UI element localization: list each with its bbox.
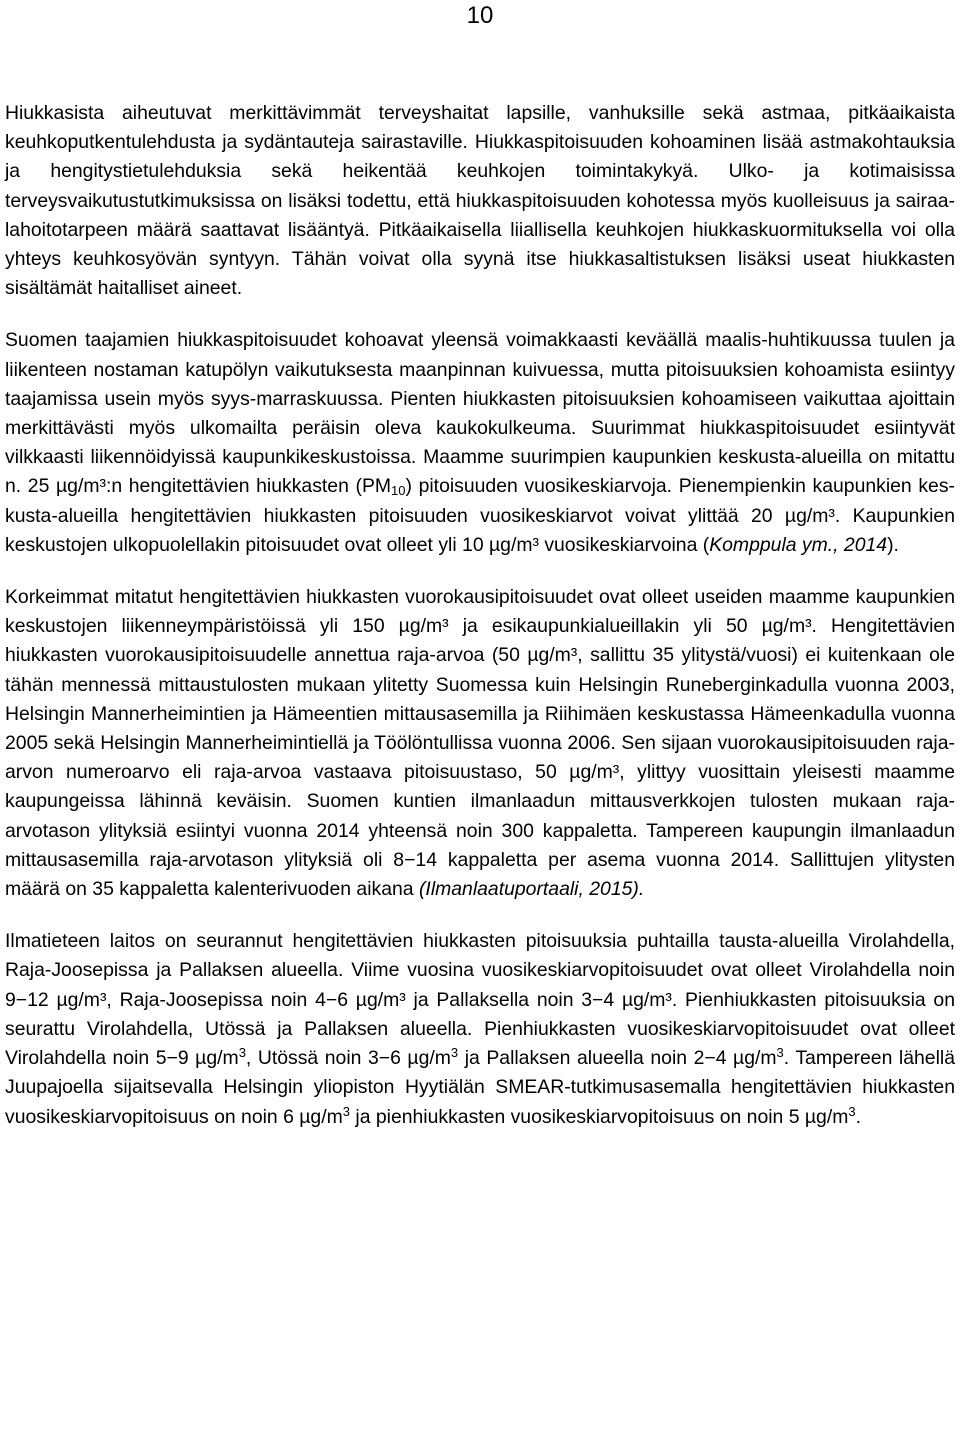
- superscript-3: 3: [776, 1045, 784, 1061]
- paragraph-daily-limits: [5, 583, 955, 904]
- paragraph-text: .: [855, 1105, 861, 1128]
- paragraph-text: Suomen taajamien hiukkaspitoisuudet kohoavat yleensä voimakkaasti keväällä maalis-huhtikuussa tuulen ja liikenteen nostaman katupölyn vaikutuksesta maanpinnan kuivuessa, mutta pitoisuuksien kohoamista esiintyy taajamissa usein myös syys-marraskuussa. Pienten hiukkasten pitoisuuksien kohoamiseen vaikuttaa ajoittain merkittävästi myös ulkomailta peräisin oleva kaukokulkeuma. Suurimmat hiukkaspitoisuudet esiintyvät vilkkaasti liikennöidyissä kaupunkikeskustoissa. Maamme suurimpien kaupunkien keskusta-alueilla on mitattu n. 25 µg/m³:n hengitettävien hiukkasten (PM: [5, 329, 955, 498]
- paragraph-text: ja pienhiukkasten vuosikeskiarvopitoisuus on noin 5 µg/m: [350, 1105, 849, 1128]
- paragraph-text: ).: [887, 533, 899, 556]
- paragraph-text: ja Pallaksen alueella noin 2−4 µg/m: [458, 1047, 777, 1070]
- paragraph-text: Ilmatieteen laitos on seurannut hengitettävien hiukkasten pitoisuuksia puhtailla tausta-alueilla Virolahdella, Raja-Joosepissa ja Pallaksen alueella. Viime vuosina vuosikeskiarvopitoisuudet ovat olleet Virolahdella noin 9−12 µg/m³, Raja-Joosepissa noin 4−6 µg/m³ ja Pallaksella noin 3−4 µg/m³. Pienhiukkasten pitoisuuksia on seurattu Virolahdella, Utössä ja Pallaksen alueella. Pienhiukkasten vuosikeskiarvopitoisuudet ovat olleet Virolahdella noin 5−9 µg/m: [5, 930, 955, 1070]
- paragraph-text: Korkeimmat mitatut hengitettävien hiukkasten vuorokausipitoisuudet ovat olleet useiden maamme kaupunkien keskustojen liikenneympäristöissä yli 150 µg/m³ ja esikaupunkialueillakin yli 50 µg/m³. Hengitettävien hiukkasten vuorokausipitoisuudelle annettua raja-arvoa (50 µg/m³, sallittu 35 ylitystä/vuosi) ei kuitenkaan ole tähän mennessä mittaustulosten mukaan ylitetty Suomessa kuin Helsingin Runeberginkadulla vuonna 2003, Helsingin Mannerheimintien ja Hämeentien mittausasemilla ja Riihimäen keskustassa Hämeenkadulla vuonna 2005 sekä Helsingin Mannerheimintiellä ja Töölöntullissa vuonna 2006. Sen sijaan vuorokausipitoisuuden rajaarvon numeroarvo eli raja-arvoa vastaava pitoisuustaso, 50 µg/m³, ylittyy vuosittain yleisesti maamme kaupungeissa lähinnä keväisin. Suomen kuntien ilmanlaadun mittausverkkojen tulosten mukaan raja-arvotason ylityksiä esiintyi vuonna 2014 yhteensä noin 300 kappaletta. Tampereen kaupungin ilmanlaadun mittausasemilla raja-arvotason ylityksiä oli 8−14 kappaletta per asema vuonna 2014. Sallittujen ylitysten määrä on 35 kappaletta kalenterivuoden aikana: [5, 586, 955, 901]
- superscript-3: 3: [848, 1103, 856, 1119]
- paragraph-text: ) pitoisuuden vuosikeskiarvoja. Pienempienkin kaupunkien keskusta-alueilla hengitettävien hiukkasten pitoisuuden vuosikeskiarvot voivat ylittää 20 µg/m³. Kaupunkien keskustojen ulkopuolellakin pitoisuudet ovat olleet yli 10 µg/m³ vuosikeskiarvoina (: [5, 475, 955, 556]
- superscript-3: 3: [342, 1103, 350, 1119]
- paragraph-background-stations: [5, 927, 955, 1131]
- subscript-pm10: 10: [391, 483, 406, 499]
- paragraph-health-effects: [5, 99, 955, 303]
- paragraph-text: . Tampereen lähellä Juupajoella sijaitsevalla Helsingin yliopiston Hyytiälän SMEAR-tutkimusasemalla hengitettävien hiukkasten vuosikeskiarvopitoisuus on noin 6 µg/m: [5, 1047, 955, 1128]
- paragraph-text: Hiukkasista aiheutuvat merkittävimmät terveyshaitat lapsille, vanhuksille sekä astmaa, pitkäaikaista keuhkoputkentulehdusta ja sydäntauteja sairastaville. Hiukkaspitoisuuden kohoaminen lisää astmakohtauksia ja hengitystietulehduksia sekä heikentää keuhkojen toimintakykyä. Ulko- ja kotimaisissa terveysvaikutustutkimuksissa on lisäksi todettu, että hiukkaspitoisuuden kohotessa myös kuolleisuus ja sairaalahoitotarpeen määrä saattavat lisääntyä. Pitkäaikaisella liiallisella keuhkojen hiukkaskuormituksella voi olla yhteys keuhkosyövän syntyyn. Tähän voivat olla syynä itse hiukkasaltistuksen lisäksi useat hiukkasten sisältämät haitalliset aineet.: [5, 102, 955, 300]
- paragraph-text: , Utössä noin 3−6 µg/m: [245, 1047, 451, 1070]
- citation: Komppula ym., 2014: [709, 533, 888, 556]
- citation: (Ilmanlaatuportaali, 2015).: [418, 878, 645, 901]
- superscript-3: 3: [238, 1045, 246, 1061]
- page-number: 10: [466, 2, 494, 29]
- paragraph-urban-concentrations: [5, 326, 955, 560]
- document-body: [5, 99, 955, 1132]
- superscript-3: 3: [450, 1045, 459, 1061]
